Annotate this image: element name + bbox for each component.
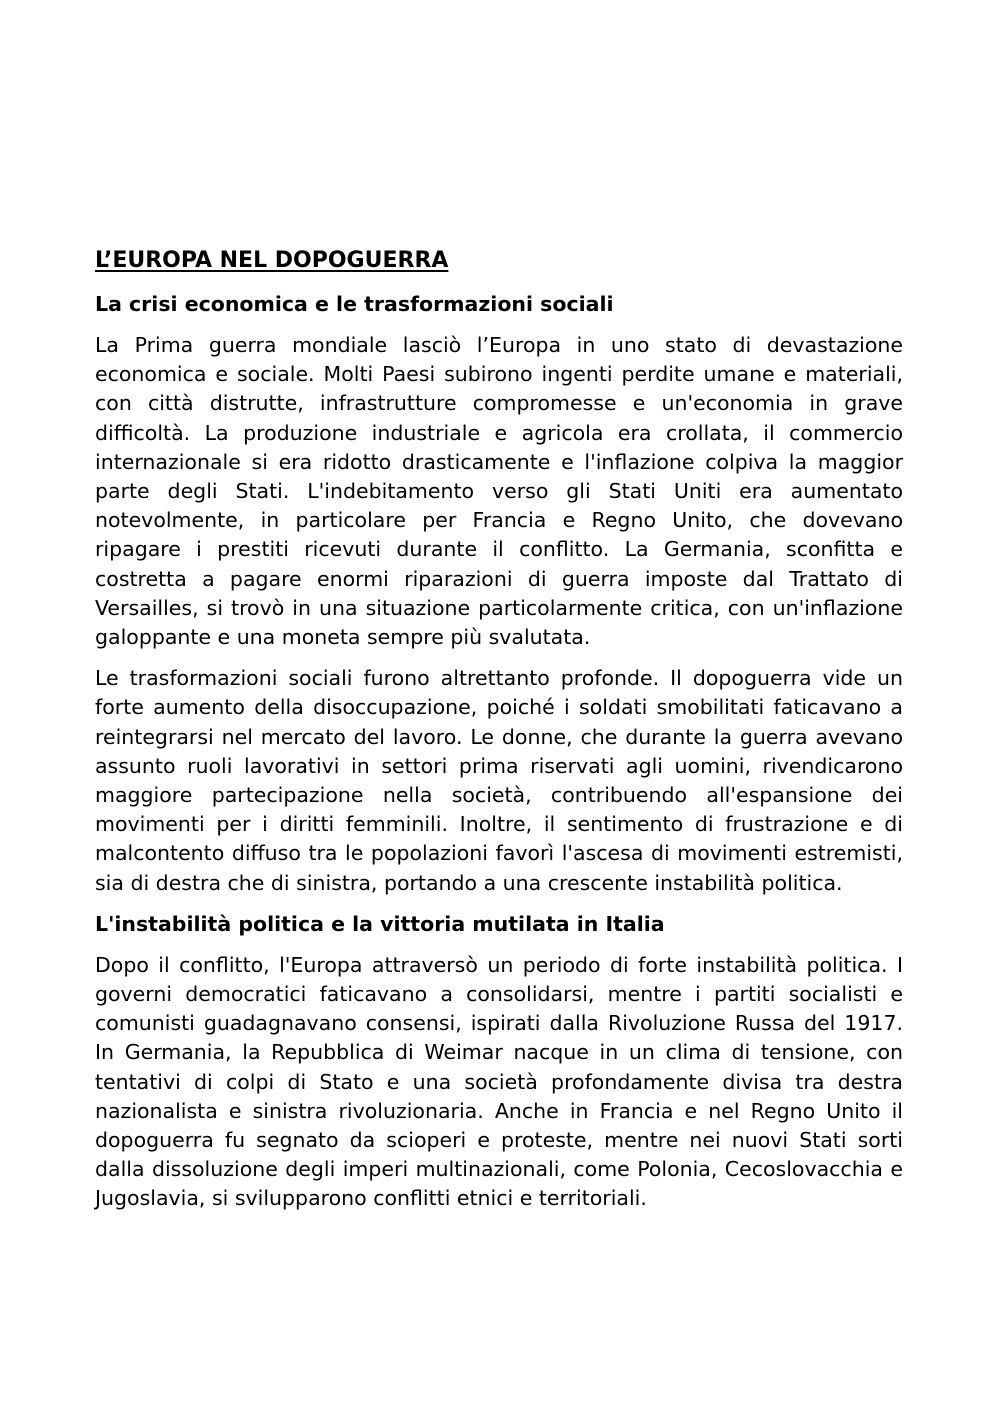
document-title: L’EUROPA NEL DOPOGUERRA [95,248,449,273]
section-economic-crisis [95,290,903,898]
section-heading: La crisi economica e le trasformazioni sociali [95,292,614,316]
section-political-instability [95,910,903,1214]
section-heading: L'instabilità politica e la vittoria mutilata in Italia [95,911,665,936]
paragraph: La Prima guerra mondiale lasciò l’Europa in uno stato di devastazione economica e sociale. Molti Paesi subirono ingenti perdite umane e materiali, con città distrutte, infrastrutture compromesse e un'economia in grave difficoltà. La produzione industriale e agricola era crollata, il commercio internazionale si era ridotto drasticamente e l'inflazione colpiva la maggior parte degli Stati. L'indebitamento verso gli Stati Uniti era aumentato notevolmente, in particolare per Francia e Regno Unito, che dovevano ripagare i prestiti ricevuti durante il conflitto. La Germania, sconfitta e costretta a pagare enormi riparazioni di guerra imposte dal Trattato di Versailles, si trovò in una situazione particolarmente critica, con un'inflazione galoppante e una moneta sempre più svalutata. [95,333,903,650]
paragraph: Le trasformazioni sociali furono altrettanto profonde. Il dopoguerra vide un forte aumento della disoccupazione, poiché i soldati smobilitati faticavano a reintegrarsi nel mercato del lavoro. Le donne, che durante la guerra avevano assunto ruoli lavorativi in settori prima riservati agli uomini, rivendicarono maggiore partecipazione nella società, contribuendo all'espansione dei movimenti per i diritti femminili. Inoltre, il sentimento di frustrazione e di malcontento diffuso tra le popolazioni favorì l'ascesa di movimenti estremisti, sia di destra che di sinistra, portando a una crescente instabilità politica. [95,666,903,895]
paragraph: Dopo il conflitto, l'Europa attraversò un periodo di forte instabilità politica. I governi democratici faticavano a consolidarsi, mentre i partiti socialisti e comunisti guadagnavano consensi, ispirati dalla Rivoluzione Russa del 1917. In Germania, la Repubblica di Weimar nacque in un clima di tensione, con tentativi di colpi di Stato e una società profondamente divisa tra destra nazionalista e sinistra rivoluzionaria. Anche in Francia e nel Regno Unito il dopoguerra fu segnato da scioperi e proteste, mentre nei nuovi Stati sorti dalla dissoluzione degli imperi multinazionali, come Polonia, Cecoslovacchia e Jugoslavia, si svilupparono conflitti etnici e territoriali. [95,952,903,1211]
document-page [95,246,903,1226]
